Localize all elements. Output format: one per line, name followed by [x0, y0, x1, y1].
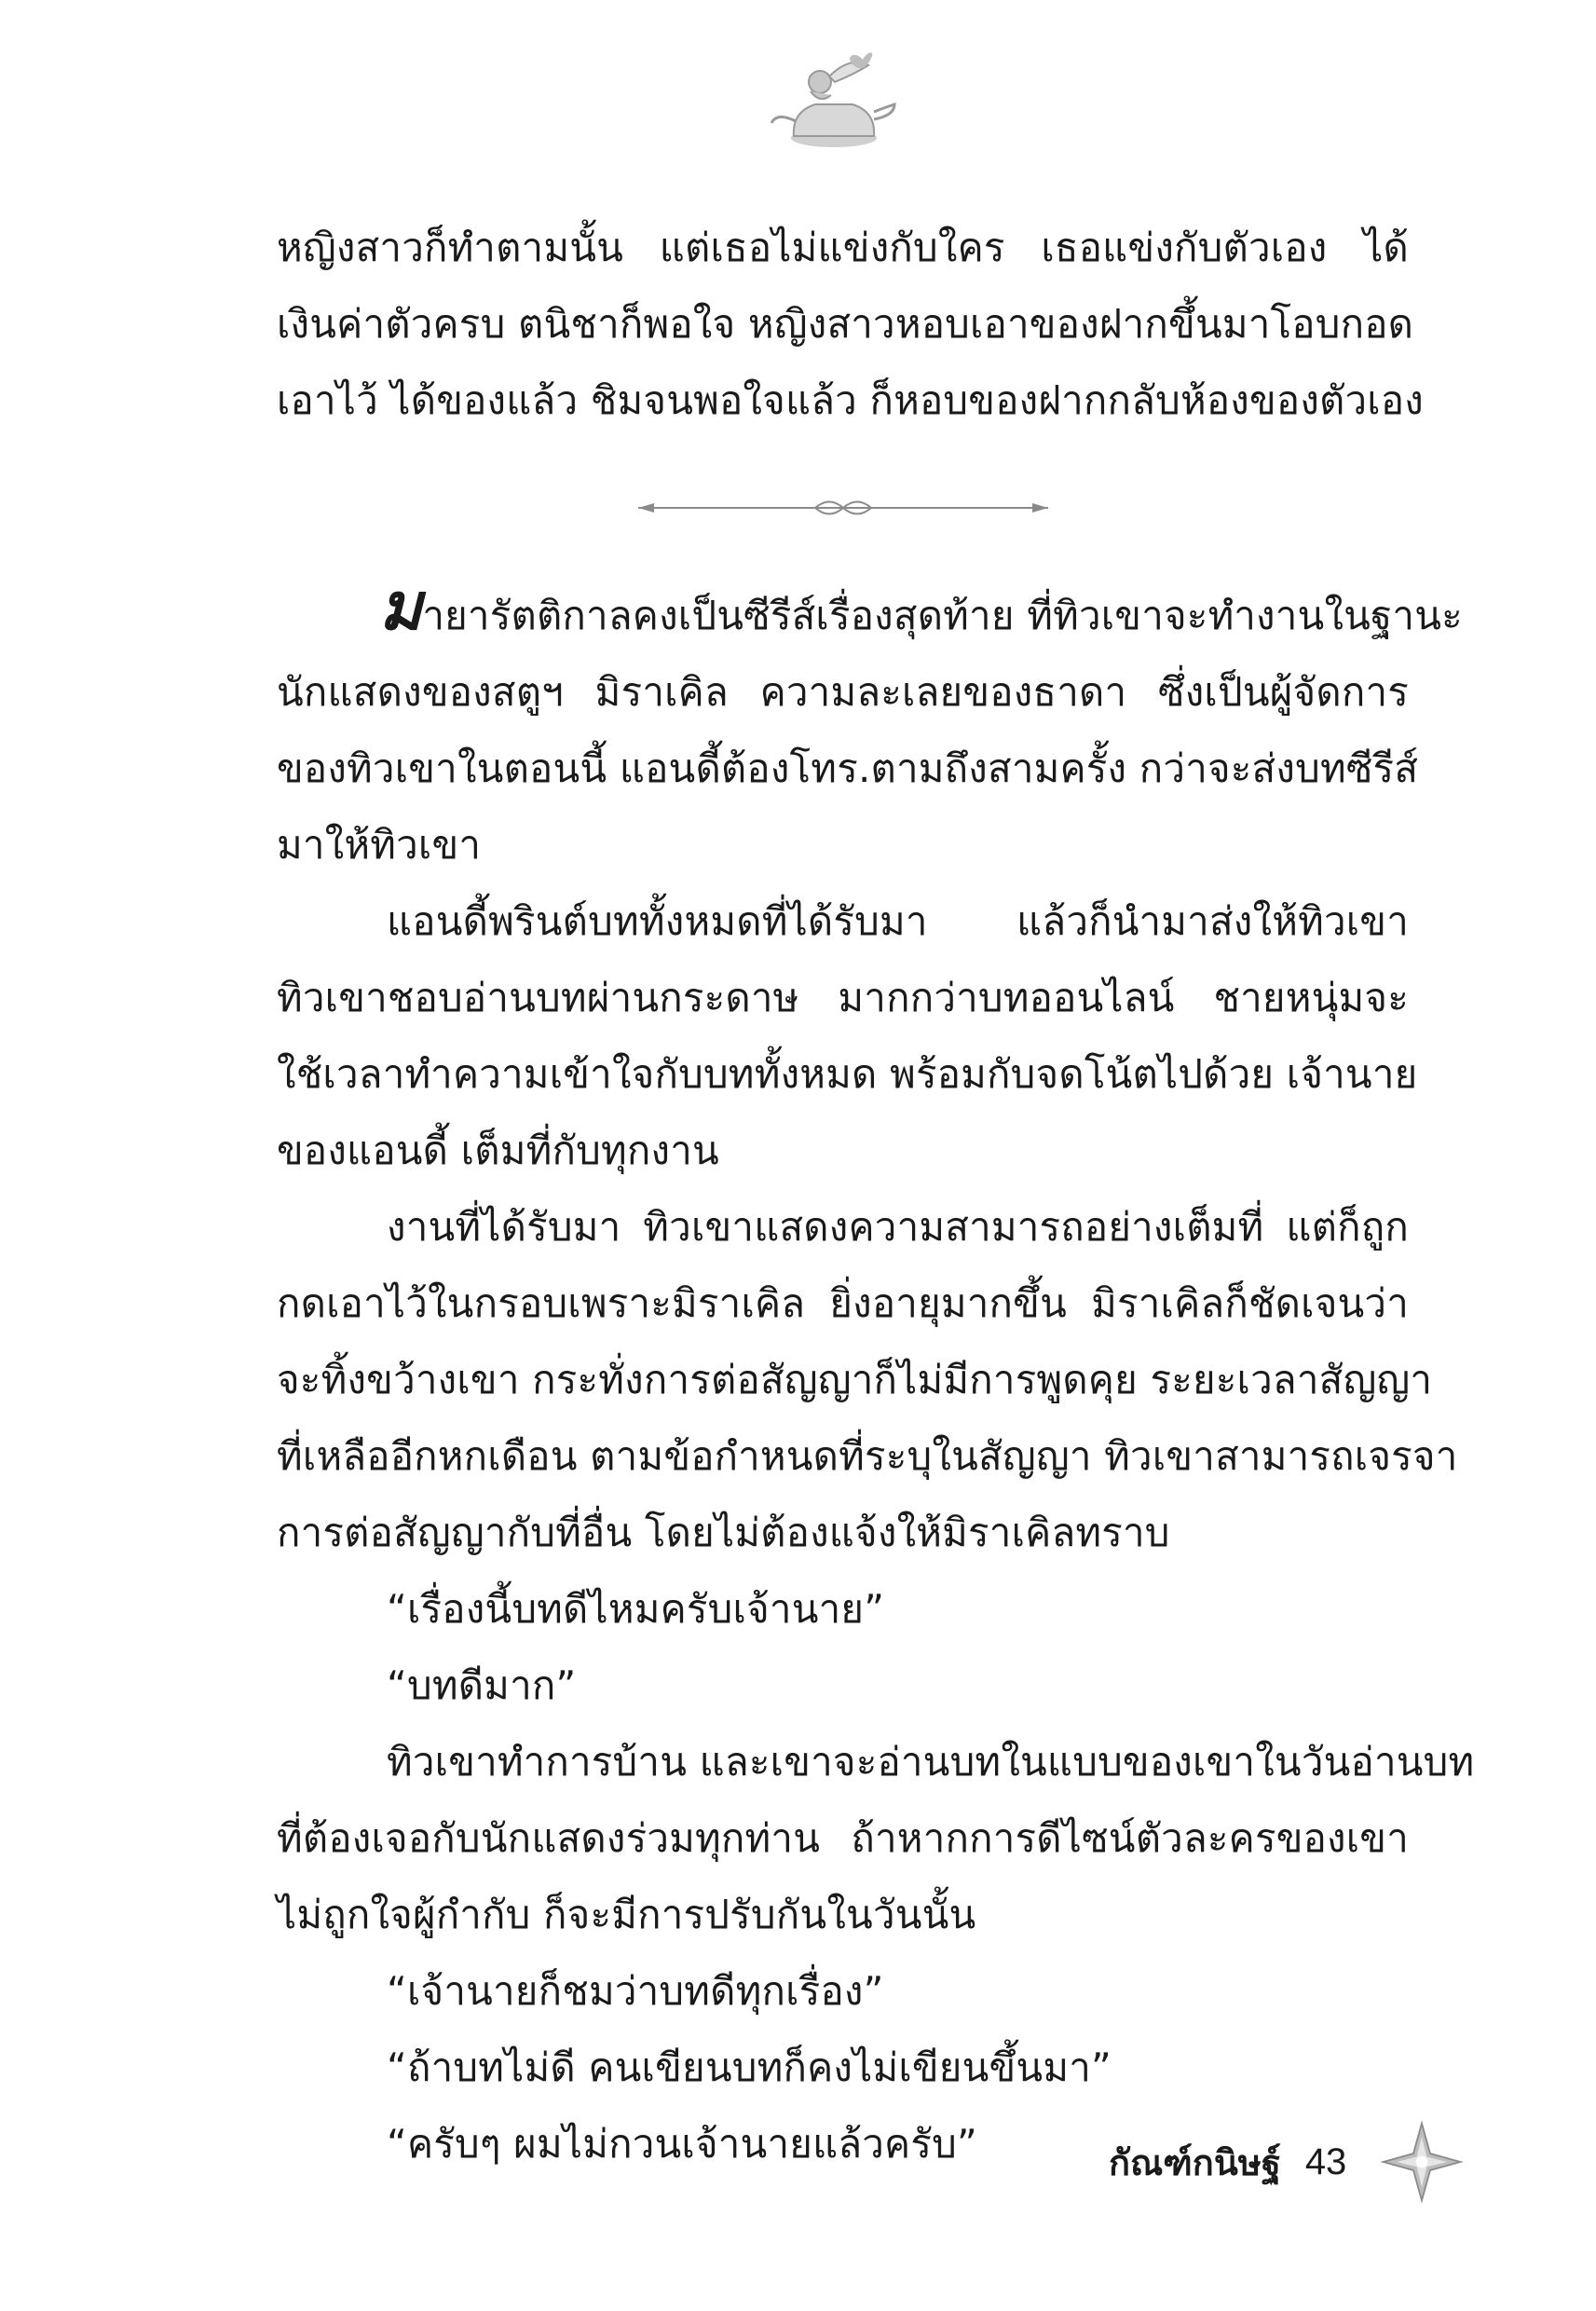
first-line-text: ายารัตติกาลคงเป็นซีรีส์เรื่องสุดท้าย ที่ทิวเขาจะทำงานในฐานะ — [422, 593, 1463, 638]
body-line: นักแสดงของสตูฯ มิราเคิล ความละเลยของธาดา ซึ่งเป็นผู้จัดการ — [277, 669, 1409, 715]
body-line: ใช้เวลาทำความเข้าใจกับบททั้งหมด พร้อมกับจดโน้ตไปด้วย เจ้านาย — [277, 1051, 1418, 1097]
dialogue-line: “ถ้าบทไม่ดี คนเขียนบทก็คงไม่เขียนขึ้นมา” — [387, 2044, 1112, 2090]
section-divider-ornament — [634, 494, 1053, 522]
dialogue-line: “เรื่องนี้บทดีไหมครับเจ้านาย” — [387, 1586, 885, 1632]
main-body — [277, 567, 1475, 2182]
body-line: มาให้ทิวเขา — [277, 822, 482, 868]
body-line: การต่อสัญญากับที่อื่น โดยไม่ต้องแจ้งให้มิราเคิลทราบ — [277, 1510, 1170, 1555]
paragraph-line: เอาไว้ ได้ของแล้ว ชิมจนพอใจแล้ว ก็หอบของฝากกลับห้องของตัวเอง — [277, 377, 1424, 423]
page-number: 43 — [1304, 2140, 1347, 2182]
first-line — [277, 567, 1463, 654]
body-line: งานที่ได้รับมา ทิวเขาแสดงความสามารถอย่างเต็มที่ แต่ก็ถูก — [387, 1204, 1409, 1250]
body-line: แอนดี้พรินต์บททั้งหมดที่ได้รับมา แล้วก็นำมาส่งให้ทิวเขา — [387, 898, 1409, 944]
page-footer — [1109, 2134, 1464, 2190]
dialogue-line: “บทดีมาก” — [387, 1662, 577, 1708]
dialogue-line: “ครับๆ ผมไม่กวนเจ้านายแล้วครับ” — [387, 2121, 977, 2167]
body-line: กดเอาไว้ในกรอบเพราะมิราเคิล ยิ่งอายุมากขึ้น มิราเคิลก็ชัดเจนว่า — [277, 1280, 1409, 1326]
dialogue-line: “เจ้านายก็ชมว่าบทดีทุกเรื่อง” — [387, 1968, 884, 2014]
star-ornament-icon — [1380, 2120, 1464, 2204]
body-line: ของทิวเขาในตอนนี้ แอนดี้ต้องโทร.ตามถึงสามครั้ง กว่าจะส่งบทซีรีส์ — [277, 745, 1419, 791]
book-title: กัณฑ์กนิษฐ์ — [1109, 2141, 1281, 2183]
paragraph-line: เงินค่าตัวครบ ตนิชาก็พอใจ หญิงสาวหอบเอาของฝากขึ้นมาโอบกอด — [277, 301, 1414, 347]
body-line: ทิวเขาทำการบ้าน และเขาจะอ่านบทในแบบของเขาในวันอ่านบท — [387, 1739, 1475, 1785]
paragraph-line: หญิงสาวก็ทำตามนั้น แต่เธอไม่แข่งกับใคร เธอแข่งกับตัวเอง ได้ — [277, 225, 1409, 270]
body-line: ไม่ถูกใจผู้กำกับ ก็จะมีการปรับกันในวันนั้น — [277, 1892, 976, 1937]
body-line: ที่ต้องเจอกับนักแสดงร่วมทุกท่าน ถ้าหากการดีไซน์ตัวละครของเขา — [277, 1815, 1409, 1861]
body-line: ของแอนดี้ เต็มที่กับทุกงาน — [277, 1128, 719, 1173]
body-line: จะทิ้งขว้างเขา กระทั่งการต่อสัญญาก็ไม่มีการพูดคุย ระยะเวลาสัญญา — [277, 1357, 1433, 1402]
body-line: ที่เหลืออีกหกเดือน ตามข้อกำหนดที่ระบุในสัญญา ทิวเขาสามารถเจรจา — [277, 1433, 1458, 1479]
drop-cap: ม — [379, 567, 423, 645]
teapot-emblem-icon — [764, 47, 904, 158]
body-line: ทิวเขาชอบอ่านบทผ่านกระดาษ มากกว่าบทออนไลน์ ชายหนุ่มจะ — [277, 975, 1409, 1020]
top-paragraph — [277, 210, 1424, 439]
